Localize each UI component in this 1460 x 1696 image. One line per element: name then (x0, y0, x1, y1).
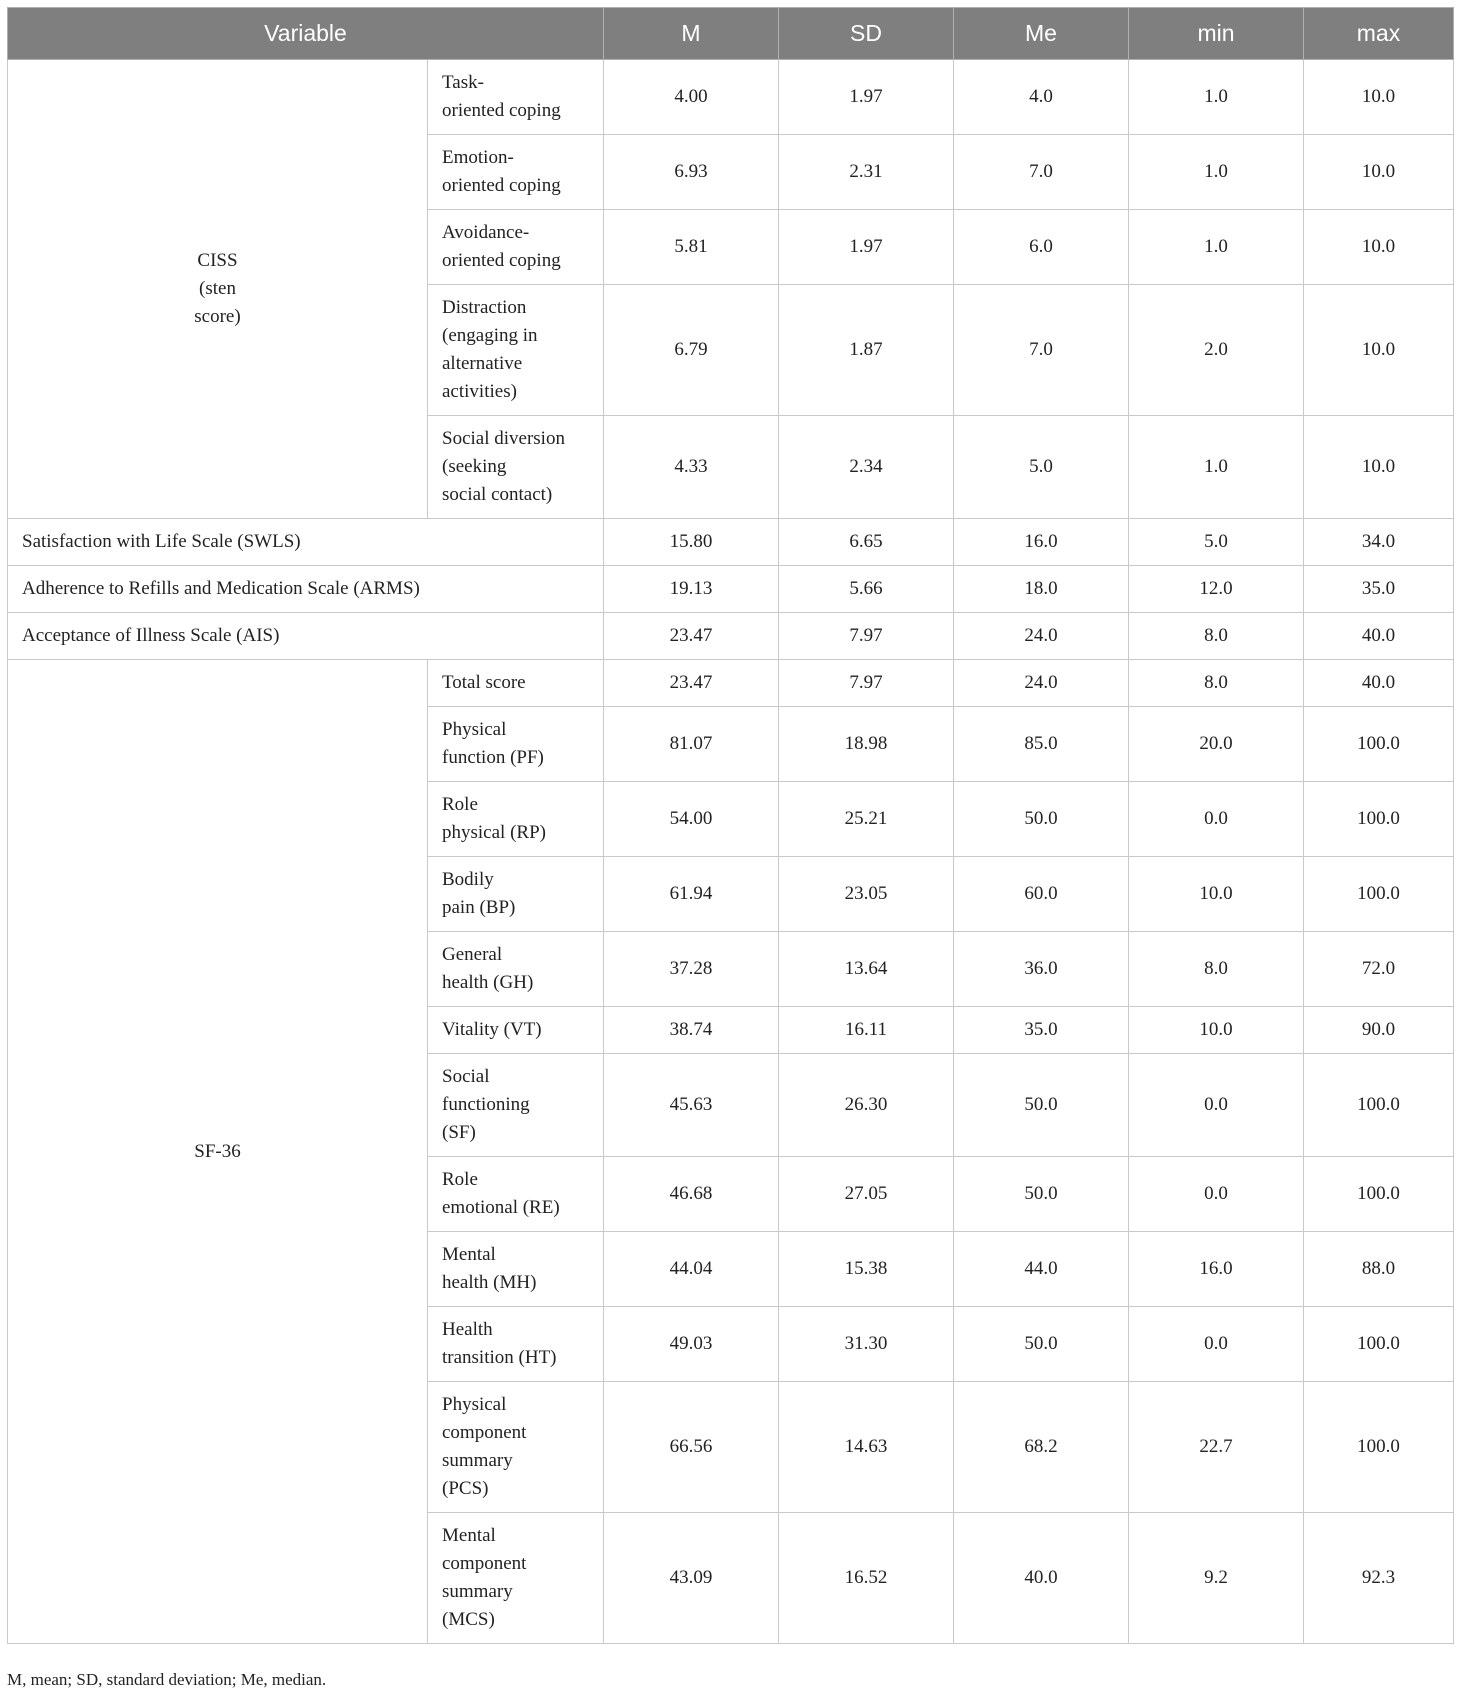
group-label-ciss: CISS (sten score) (8, 60, 428, 519)
cell-max: 90.0 (1304, 1007, 1454, 1054)
cell-sd: 23.05 (779, 857, 954, 932)
cell-m: 38.74 (604, 1007, 779, 1054)
cell-sd: 5.66 (779, 566, 954, 613)
cell-max: 100.0 (1304, 1382, 1454, 1513)
cell-sd: 1.87 (779, 285, 954, 416)
cell-max: 10.0 (1304, 416, 1454, 519)
cell-max: 92.3 (1304, 1513, 1454, 1644)
cell-max: 34.0 (1304, 519, 1454, 566)
cell-me: 40.0 (954, 1513, 1129, 1644)
header-min: min (1129, 8, 1304, 60)
cell-sd: 2.31 (779, 135, 954, 210)
cell-sd: 26.30 (779, 1054, 954, 1157)
cell-sd: 13.64 (779, 932, 954, 1007)
cell-min: 8.0 (1129, 932, 1304, 1007)
row-label: General health (GH) (428, 932, 604, 1007)
cell-m: 43.09 (604, 1513, 779, 1644)
cell-max: 100.0 (1304, 1157, 1454, 1232)
row-label: Health transition (HT) (428, 1307, 604, 1382)
cell-me: 7.0 (954, 285, 1129, 416)
cell-m: 49.03 (604, 1307, 779, 1382)
table-row (8, 566, 1454, 613)
cell-m: 19.13 (604, 566, 779, 613)
cell-m: 23.47 (604, 613, 779, 660)
cell-m: 6.93 (604, 135, 779, 210)
row-label: Mental component summary (MCS) (428, 1513, 604, 1644)
cell-sd: 7.97 (779, 660, 954, 707)
cell-me: 50.0 (954, 1054, 1129, 1157)
table-row (8, 613, 1454, 660)
cell-m: 5.81 (604, 210, 779, 285)
row-label-arms: Adherence to Refills and Medication Scale (ARMS) (8, 566, 604, 613)
row-label: Total score (428, 660, 604, 707)
row-label: Role emotional (RE) (428, 1157, 604, 1232)
cell-sd: 14.63 (779, 1382, 954, 1513)
cell-min: 5.0 (1129, 519, 1304, 566)
header-max: max (1304, 8, 1454, 60)
cell-min: 10.0 (1129, 1007, 1304, 1054)
cell-max: 100.0 (1304, 707, 1454, 782)
cell-m: 44.04 (604, 1232, 779, 1307)
cell-sd: 1.97 (779, 60, 954, 135)
cell-me: 6.0 (954, 210, 1129, 285)
row-label: Distraction (engaging in alternative activities) (428, 285, 604, 416)
cell-me: 44.0 (954, 1232, 1129, 1307)
row-label: Avoidance- oriented coping (428, 210, 604, 285)
cell-sd: 7.97 (779, 613, 954, 660)
cell-me: 50.0 (954, 1157, 1129, 1232)
cell-me: 60.0 (954, 857, 1129, 932)
header-me: Me (954, 8, 1129, 60)
cell-min: 10.0 (1129, 857, 1304, 932)
cell-m: 61.94 (604, 857, 779, 932)
table-footnote: M, mean; SD, standard deviation; Me, median. (7, 1670, 327, 1689)
header-m: M (604, 8, 779, 60)
cell-m: 45.63 (604, 1054, 779, 1157)
cell-sd: 16.52 (779, 1513, 954, 1644)
cell-sd: 31.30 (779, 1307, 954, 1382)
cell-sd: 1.97 (779, 210, 954, 285)
row-label: Physical function (PF) (428, 707, 604, 782)
cell-min: 0.0 (1129, 1054, 1304, 1157)
cell-min: 0.0 (1129, 1307, 1304, 1382)
cell-max: 10.0 (1304, 210, 1454, 285)
cell-min: 2.0 (1129, 285, 1304, 416)
cell-sd: 27.05 (779, 1157, 954, 1232)
cell-sd: 6.65 (779, 519, 954, 566)
cell-m: 66.56 (604, 1382, 779, 1513)
cell-m: 4.00 (604, 60, 779, 135)
cell-min: 1.0 (1129, 416, 1304, 519)
cell-me: 24.0 (954, 613, 1129, 660)
cell-sd: 15.38 (779, 1232, 954, 1307)
cell-min: 1.0 (1129, 210, 1304, 285)
header-sd: SD (779, 8, 954, 60)
cell-sd: 16.11 (779, 1007, 954, 1054)
cell-min: 8.0 (1129, 660, 1304, 707)
cell-min: 20.0 (1129, 707, 1304, 782)
cell-me: 85.0 (954, 707, 1129, 782)
cell-m: 6.79 (604, 285, 779, 416)
cell-me: 7.0 (954, 135, 1129, 210)
descriptive-statistics-table (7, 7, 1454, 1644)
cell-sd: 2.34 (779, 416, 954, 519)
cell-m: 54.00 (604, 782, 779, 857)
cell-max: 10.0 (1304, 285, 1454, 416)
cell-max: 88.0 (1304, 1232, 1454, 1307)
row-label: Role physical (RP) (428, 782, 604, 857)
cell-max: 100.0 (1304, 782, 1454, 857)
cell-max: 35.0 (1304, 566, 1454, 613)
row-label: Vitality (VT) (428, 1007, 604, 1054)
cell-me: 5.0 (954, 416, 1129, 519)
table-header-row (8, 8, 1454, 60)
header-variable: Variable (8, 8, 604, 60)
cell-m: 4.33 (604, 416, 779, 519)
table-row (8, 60, 1454, 135)
row-label: Physical component summary (PCS) (428, 1382, 604, 1513)
cell-me: 4.0 (954, 60, 1129, 135)
cell-min: 9.2 (1129, 1513, 1304, 1644)
cell-max: 100.0 (1304, 1307, 1454, 1382)
cell-min: 16.0 (1129, 1232, 1304, 1307)
group-label-sf36: SF-36 (8, 660, 428, 1644)
cell-me: 16.0 (954, 519, 1129, 566)
cell-max: 40.0 (1304, 660, 1454, 707)
cell-min: 0.0 (1129, 782, 1304, 857)
cell-max: 72.0 (1304, 932, 1454, 1007)
cell-me: 50.0 (954, 1307, 1129, 1382)
cell-me: 68.2 (954, 1382, 1129, 1513)
cell-me: 35.0 (954, 1007, 1129, 1054)
row-label-swls: Satisfaction with Life Scale (SWLS) (8, 519, 604, 566)
cell-sd: 18.98 (779, 707, 954, 782)
row-label: Bodily pain (BP) (428, 857, 604, 932)
cell-min: 22.7 (1129, 1382, 1304, 1513)
cell-max: 100.0 (1304, 857, 1454, 932)
cell-min: 8.0 (1129, 613, 1304, 660)
cell-m: 81.07 (604, 707, 779, 782)
row-label: Social diversion (seeking social contact) (428, 416, 604, 519)
cell-max: 40.0 (1304, 613, 1454, 660)
cell-min: 1.0 (1129, 135, 1304, 210)
cell-sd: 25.21 (779, 782, 954, 857)
cell-max: 10.0 (1304, 60, 1454, 135)
cell-min: 12.0 (1129, 566, 1304, 613)
cell-me: 36.0 (954, 932, 1129, 1007)
cell-max: 10.0 (1304, 135, 1454, 210)
cell-m: 46.68 (604, 1157, 779, 1232)
cell-me: 50.0 (954, 782, 1129, 857)
row-label: Task- oriented coping (428, 60, 604, 135)
table-row (8, 519, 1454, 566)
row-label: Mental health (MH) (428, 1232, 604, 1307)
table-row (8, 660, 1454, 707)
cell-m: 23.47 (604, 660, 779, 707)
row-label: Emotion- oriented coping (428, 135, 604, 210)
cell-me: 24.0 (954, 660, 1129, 707)
row-label-ais: Acceptance of Illness Scale (AIS) (8, 613, 604, 660)
cell-me: 18.0 (954, 566, 1129, 613)
row-label: Social functioning (SF) (428, 1054, 604, 1157)
cell-min: 1.0 (1129, 60, 1304, 135)
cell-m: 15.80 (604, 519, 779, 566)
cell-max: 100.0 (1304, 1054, 1454, 1157)
cell-m: 37.28 (604, 932, 779, 1007)
cell-min: 0.0 (1129, 1157, 1304, 1232)
